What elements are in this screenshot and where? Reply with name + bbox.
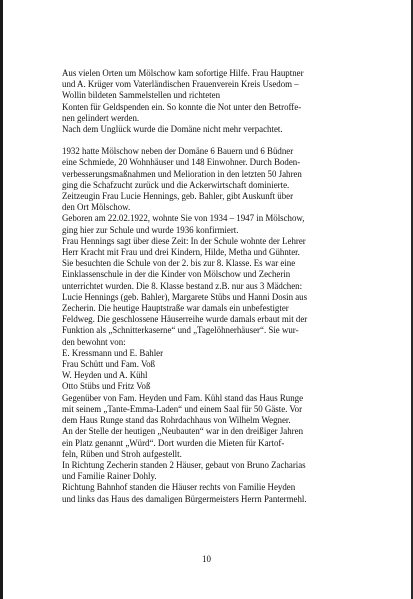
text-line: den bewohnt von: [62,336,126,347]
text-line: Zeitzeugin Frau Lucie Hennings, geb. Bahler, gibt Auskunft über [62,191,294,202]
paragraph-relief [62,68,359,135]
text-line: E. Kressmann und E. Bahler [62,347,164,358]
text-line: 1932 hatte Mölschow neben der Domäne 6 Bauern und 6 Büdner [62,146,294,157]
text-line: feln, Rüben und Stroh aufgestellt. [62,448,182,459]
text-line: nen gelindert werden. [62,112,140,123]
text-line: Richtung Bahnhof standen die Häuser rechts von Familie Heyden [62,482,296,493]
text-line: ging die Schafzucht zurück und die Ackerwirtschaft dominierte. [62,179,290,190]
text-line: Sie besuchten die Schule von der 2. bis zur 8. Klasse. Es war eine [62,258,296,269]
text-line: verbesserungsmaßnahmen und Melioration in den letzten 50 Jahren [62,168,302,179]
text-line: An der Stelle der heutigen „Neubauten“ war in den dreißiger Jahren [62,426,304,437]
text-line: den Ort Mölschow. [62,202,131,213]
text-line: und links das Haus des damaligen Bürgermeisters Herrn Pantermehl. [62,493,307,504]
text-line: und Familie Rainer Dohly. [62,471,157,482]
text-line: unterrichtet wurden. Die 8. Klasse bestand z.B. nur aus 3 Mädchen: [62,280,303,291]
text-line: Konten für Geldspenden ein. So konnte die Not unter den Betroffe- [62,101,302,112]
text-line: Funktion als „Schnitterkaserne“ und „Tagelöhnerhäuser“. Sie wur- [62,325,299,336]
paragraph-gap [62,135,359,146]
text-line: Frau Hennings sagt über diese Zeit: In der Schule wohnte der Lehrer [62,235,306,246]
text-line: W. Heyden und A. Kühl [62,370,148,381]
text-line: dem Haus Runge stand das Rohrdachhaus von Wilhelm Wegner. [62,415,291,426]
page-number: 10 [202,554,211,564]
text-line: ging hier zur Schule und wurde 1936 konfirmiert. [62,224,239,235]
paragraph-history [62,146,359,505]
text-line: Zecherin. Die heutige Hauptstraße war damals ein unbefestigter [62,303,289,314]
text-line: Wollin bildeten Sammelstellen und richteten [62,90,221,101]
text-line: Feldweg. Die geschlossene Häuserreihe wurde damals erbaut mit der [62,314,308,325]
text-line: Gegenüber von Fam. Heyden und Fam. Kühl stand das Haus Runge [62,392,304,403]
text-line: Aus vielen Orten um Mölschow kam sofortige Hilfe. Frau Hauptner [62,68,304,78]
text-line: mit seinem „Tante-Emma-Laden“ und einem Saal für 50 Gäste. Vor [62,403,303,414]
text-line: Nach dem Unglück wurde die Domäne nicht mehr verpachtet. [62,124,283,135]
text-line: Lucie Hennings (geb. Bahler), Margarete Stübs und Hanni Dosin aus [62,291,308,302]
text-line: und A. Krüger vom Vaterländischen Frauenverein Kreis Usedom – [62,79,299,90]
text-line: Frau Schütt und Fam. Voß [62,359,156,370]
text-line: Einklassenschule in der die Kinder von Mölschow und Zecherin [62,269,291,280]
text-line: Otto Stübs und Fritz Voß [62,381,151,392]
body-text [62,68,359,505]
scan-edge-left [0,0,3,599]
text-line: eine Schmiede, 20 Wohnhäuser und 148 Einwohner. Durch Boden- [62,157,301,168]
text-line: ein Platz genannt „Würd“. Dort wurden die Mieten für Kartof- [62,437,285,448]
text-line: In Richtung Zecherin standen 2 Häuser, gebaut von Bruno Zacharias [62,459,306,470]
text-line: Herr Kracht mit Frau und drei Kindern, Hilde, Metha und Gühnter. [62,247,300,258]
text-line: Geboren am 22.02.1922, wohnte Sie von 1934 – 1947 in Mölschow, [62,213,305,224]
